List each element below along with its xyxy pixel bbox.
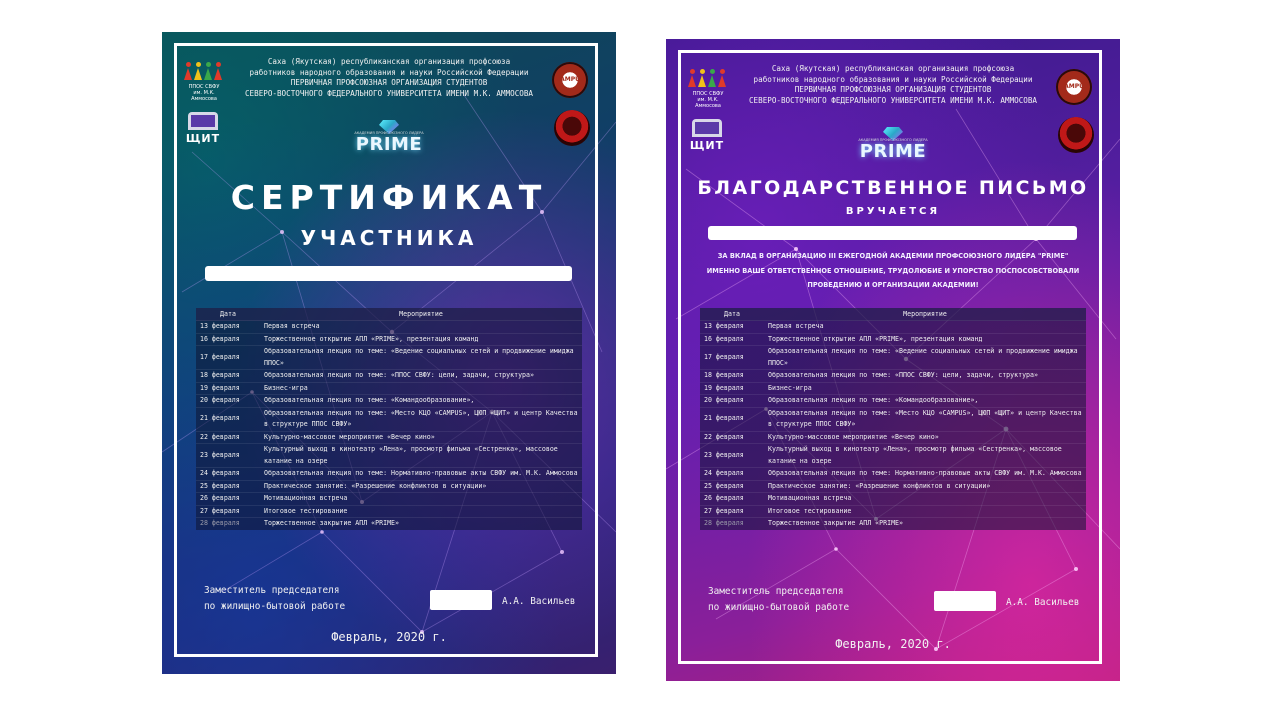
recipient-name-field [205, 266, 572, 281]
schedule-event: Торжественное открытие АПЛ «PRIME», презентация команд [260, 333, 582, 346]
table-row [700, 407, 1086, 431]
schedule-table [700, 308, 1086, 530]
schedule-event: Образовательная лекция по теме: «Ведение социальных сетей и продвижение имиджа ППОС» [764, 346, 1086, 370]
organization-header [217, 57, 561, 99]
table-row [700, 346, 1086, 370]
schedule-date: 21 февраля [196, 407, 260, 431]
schedule-date: 26 февраля [196, 493, 260, 506]
schedule-date: 25 февраля [196, 480, 260, 493]
table-row [196, 346, 582, 370]
shield-logo [184, 112, 222, 148]
org-line-1: Саха (Якутская) республиканская организация профсоюза [771, 64, 1015, 73]
prime-logo-subtext: АКАДЕМИЯ ПРОФСОЮЗНОГО ЛИДЕРА [354, 131, 424, 135]
gratitude-text-line-3: ПРОВЕДЕНИЮ И ОРГАНИЗАЦИИ АКАДЕМИИ! [807, 281, 979, 290]
schedule-date: 13 февраля [196, 321, 260, 334]
schedule-date: 17 февраля [700, 346, 764, 370]
schedule-date: 23 февраля [700, 444, 764, 468]
table-row [700, 444, 1086, 468]
schedule-date: 19 февраля [196, 382, 260, 395]
schedule-event: Культурно-массовое мероприятие «Вечер кино» [260, 431, 582, 444]
table-header-event: Мероприятие [260, 308, 582, 321]
prime-logo [853, 127, 933, 161]
schedule-event: Первая встреча [260, 321, 582, 334]
schedule-date: 26 февраля [700, 493, 764, 506]
prime-logo [349, 120, 429, 154]
campus-logo [1056, 69, 1092, 105]
table-header-date: Дата [196, 308, 260, 321]
org-line-4: СЕВЕРО-ВОСТОЧНОГО ФЕДЕРАЛЬНОГО УНИВЕРСИТЕТА ИМЕНИ М.К. АММОСОВА [748, 95, 1038, 105]
schedule-date: 16 февраля [196, 333, 260, 346]
signatory-position-line-2: по жилищно-бытовой работе [708, 602, 850, 613]
schedule-date: 13 февраля [700, 321, 764, 334]
ppos-logo-text: ППОС СВФУ [188, 84, 220, 90]
table-row [196, 468, 582, 481]
table-row [196, 480, 582, 493]
schedule-date: 24 февраля [700, 468, 764, 481]
campus-logo [552, 62, 588, 98]
table-row [700, 431, 1086, 444]
signatory-name: А.А. Васильев [1006, 597, 1080, 608]
org-line-1: Саха (Якутская) республиканская организация профсоюза [267, 57, 511, 66]
prime-logo-text: PRIME [859, 141, 927, 162]
schedule-date: 25 февраля [700, 480, 764, 493]
schedule-event: Культурный выход в кинотеатр «Лена», просмотр фильма «Сестренка», массовое катание на озере [260, 444, 582, 468]
table-row [700, 321, 1086, 334]
schedule-table [196, 308, 582, 530]
ppos-logo [686, 69, 730, 109]
ppos-logo-subtext: им. М.К. Аммосова [695, 97, 721, 109]
table-row [700, 505, 1086, 518]
signature-field [430, 590, 492, 610]
table-row [700, 468, 1086, 481]
schedule-date: 23 февраля [196, 444, 260, 468]
org-line-2: работников народного образования и науки Российской Федерации [753, 74, 1033, 84]
schedule-event: Торжественное закрытие АПЛ «PRIME» [260, 518, 582, 530]
schedule-date: 19 февраля [700, 382, 764, 395]
schedule-date: 20 февраля [700, 395, 764, 408]
schedule-date: 22 февраля [700, 431, 764, 444]
letter-subtitle: ВРУЧАЕТСЯ [845, 206, 941, 217]
schedule-date: 28 февраля [700, 518, 764, 530]
campus-logo-text: CAMPUS [1059, 83, 1089, 90]
schedule-event: Образовательная лекция по теме: Нормативно-правовые акты СВФУ им. М.К. Аммосова [764, 468, 1086, 481]
signatory-name: А.А. Васильев [502, 596, 576, 607]
certificate-document [162, 32, 616, 674]
schedule-event: Образовательная лекция по теме: «ППОС СВФУ: цели, задачи, структура» [260, 370, 582, 383]
shield-logo-text: ЩИТ [185, 132, 221, 145]
prime-logo-subtext: АКАДЕМИЯ ПРОФСОЮЗНОГО ЛИДЕРА [858, 138, 928, 142]
schedule-date: 21 февраля [700, 407, 764, 431]
table-row [196, 370, 582, 383]
table-row [196, 444, 582, 468]
table-row [196, 518, 582, 530]
schedule-event: Торжественное открытие АПЛ «PRIME», презентация команд [764, 333, 1086, 346]
table-row [196, 321, 582, 334]
table-header-date: Дата [700, 308, 764, 321]
schedule-event: Бизнес-игра [764, 382, 1086, 395]
schedule-event: Культурный выход в кинотеатр «Лена», просмотр фильма «Сестренка», массовое катание на озере [764, 444, 1086, 468]
shield-logo-text: ЩИТ [689, 139, 725, 152]
issue-date: Февраль, 2020 г. [835, 637, 951, 651]
table-row [196, 395, 582, 408]
horse-emblem-logo [1058, 117, 1094, 153]
signatory-position-line-2: по жилищно-бытовой работе [204, 601, 346, 612]
table-row [700, 370, 1086, 383]
schedule-event: Бизнес-игра [260, 382, 582, 395]
schedule-event: Образовательная лекция по теме: Нормативно-правовые акты СВФУ им. М.К. Аммосова [260, 468, 582, 481]
schedule-event: Практическое занятие: «Разрешение конфликтов в ситуации» [260, 480, 582, 493]
gratitude-text-line-1: ЗА ВКЛАД В ОРГАНИЗАЦИЮ III ЕЖЕГОДНОЙ АКАДЕМИИ ПРОФСОЮЗНОГО ЛИДЕРА "PRIME" [717, 252, 1069, 260]
signature-field [934, 591, 996, 611]
campus-logo-text: CAMPUS [555, 76, 585, 83]
table-row [196, 382, 582, 395]
org-line-3: ПЕРВИЧНАЯ ПРОФСОЮЗНАЯ ОРГАНИЗАЦИЯ СТУДЕНТОВ [290, 78, 488, 87]
signatory-position [204, 583, 384, 615]
organization-header [721, 64, 1065, 106]
schedule-event: Итоговое тестирование [764, 505, 1086, 518]
letter-title: БЛАГОДАРСТВЕННОЕ ПИСЬМО [697, 177, 1089, 199]
schedule-event: Образовательная лекция по теме: «Ведение социальных сетей и продвижение имиджа ППОС» [260, 346, 582, 370]
schedule-date: 16 февраля [700, 333, 764, 346]
schedule-date: 27 февраля [196, 505, 260, 518]
ppos-logo-text: ППОС СВФУ [692, 91, 724, 97]
schedule-date: 28 февраля [196, 518, 260, 530]
horse-emblem-logo [554, 110, 590, 146]
table-row [196, 431, 582, 444]
org-line-3: ПЕРВИЧНАЯ ПРОФСОЮЗНАЯ ОРГАНИЗАЦИЯ СТУДЕНТОВ [794, 85, 992, 94]
ppos-logo [182, 62, 226, 102]
table-row [196, 407, 582, 431]
table-row [196, 333, 582, 346]
org-line-4: СЕВЕРО-ВОСТОЧНОГО ФЕДЕРАЛЬНОГО УНИВЕРСИТЕТА ИМЕНИ М.К. АММОСОВА [244, 88, 534, 98]
recipient-name-field [708, 226, 1077, 240]
schedule-event: Образовательная лекция по теме: «Место КЦО «CAMPUS», ЦЮП «ЩИТ» и центр Качества в структуре ППОС СВФУ» [260, 407, 582, 431]
schedule-date: 27 февраля [700, 505, 764, 518]
schedule-date: 20 февраля [196, 395, 260, 408]
schedule-event: Образовательная лекция по теме: «Командообразование», [260, 395, 582, 408]
schedule-event: Образовательная лекция по теме: «Место КЦО «CAMPUS», ЦЮП «ЩИТ» и центр Качества в структуре ППОС СВФУ» [764, 407, 1086, 431]
prime-logo-text: PRIME [355, 134, 423, 155]
schedule-date: 22 февраля [196, 431, 260, 444]
shield-logo [688, 119, 726, 155]
table-row [700, 518, 1086, 530]
schedule-event: Образовательная лекция по теме: «Командообразование», [764, 395, 1086, 408]
schedule-event: Торжественное закрытие АПЛ «PRIME» [764, 518, 1086, 530]
table-row [700, 493, 1086, 506]
schedule-event: Итоговое тестирование [260, 505, 582, 518]
schedule-event: Первая встреча [764, 321, 1086, 334]
schedule-event: Практическое занятие: «Разрешение конфликтов в ситуации» [764, 480, 1086, 493]
table-row [196, 505, 582, 518]
signatory-position-line-1: Заместитель председателя [204, 585, 340, 596]
table-header-event: Мероприятие [764, 308, 1086, 321]
table-row [196, 493, 582, 506]
schedule-event: Мотивационная встреча [260, 493, 582, 506]
certificate-subtitle: УЧАСТНИКА [300, 226, 478, 250]
table-row [700, 480, 1086, 493]
table-row [700, 333, 1086, 346]
table-row [700, 382, 1086, 395]
schedule-date: 24 февраля [196, 468, 260, 481]
gratitude-text-line-2: ИМЕННО ВАШЕ ОТВЕТСТВЕННОЕ ОТНОШЕНИЕ, ТРУДОЛЮБИЕ И УПОРСТВО ПОСПОСОБСТВОВАЛИ [706, 266, 1080, 275]
schedule-date: 17 февраля [196, 346, 260, 370]
gratitude-letter-document [666, 39, 1120, 681]
table-row [700, 395, 1086, 408]
signatory-position [708, 584, 888, 616]
org-line-2: работников народного образования и науки Российской Федерации [249, 67, 529, 77]
schedule-date: 18 февраля [196, 370, 260, 383]
issue-date: Февраль, 2020 г. [331, 630, 447, 644]
schedule-date: 18 февраля [700, 370, 764, 383]
signatory-position-line-1: Заместитель председателя [708, 586, 844, 597]
schedule-event: Культурно-массовое мероприятие «Вечер кино» [764, 431, 1086, 444]
ppos-logo-subtext: им. М.К. Аммосова [191, 90, 217, 102]
schedule-event: Мотивационная встреча [764, 493, 1086, 506]
certificate-title: СЕРТИФИКАТ [230, 178, 548, 217]
schedule-event: Образовательная лекция по теме: «ППОС СВФУ: цели, задачи, структура» [764, 370, 1086, 383]
gratitude-text [692, 249, 1094, 293]
